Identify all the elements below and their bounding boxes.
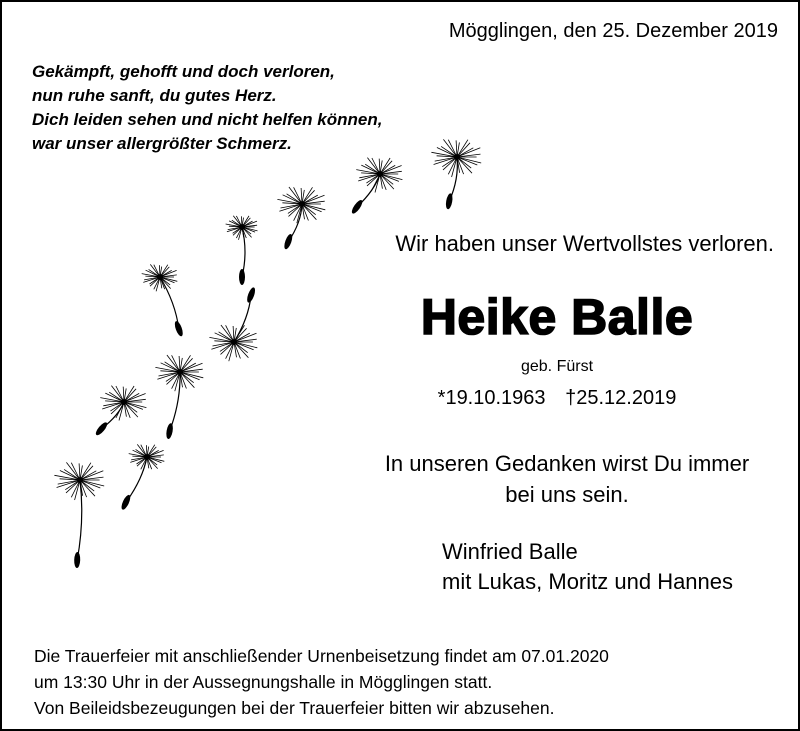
maiden-name: geb. Fürst (520, 358, 594, 375)
death-date: †25.12.2019 (565, 387, 677, 409)
poem-line: Gekämpft, gehofft und doch verloren, (32, 62, 335, 81)
dandelion-seed-icon (350, 158, 402, 215)
funeral-notice (34, 643, 609, 721)
mourner-line: Winfried Balle (442, 539, 578, 564)
poem-line: nun ruhe sanft, du gutes Herz. (32, 86, 277, 105)
thought-line: bei uns sein. (505, 482, 629, 507)
headline: Wir haben unser Wertvollstes verloren. (395, 231, 774, 256)
memorial-thought (332, 448, 800, 510)
birth-date: *19.10.1963 (437, 387, 546, 409)
place-and-date: Mögglingen, den 25. Dezember 2019 (448, 20, 778, 42)
mourner-line: mit Lukas, Moritz und Hannes (442, 569, 734, 594)
notice-line: um 13:30 Uhr in der Aussegnungshalle in Mögglingen statt. (34, 672, 493, 692)
notice-line: Von Beileidsbezeugungen bei der Trauerfeier bitten wir abzusehen. (34, 698, 555, 718)
dandelion-seed-icon (54, 462, 104, 568)
dandelion-seed-icon (142, 264, 185, 337)
mourners (442, 537, 733, 597)
thought-line: In unseren Gedanken wirst Du immer (384, 451, 750, 476)
poem-line: war unser allergrößter Schmerz. (32, 134, 292, 153)
dandelion-seed-icon (120, 444, 164, 510)
dandelion-seed-icon (94, 386, 146, 437)
poem-line: Dich leiden sehen und nicht helfen können, (32, 110, 383, 129)
life-dates (372, 387, 742, 410)
notice-line: Die Trauerfeier mit anschließender Urnenbeisetzung findet am 07.01.2020 (34, 646, 609, 666)
dandelion-seed-icon (226, 216, 258, 285)
dandelion-seed-icon (155, 355, 203, 439)
dandelion-seed-icon (431, 139, 481, 209)
dandelion-seed-icon (209, 286, 257, 361)
deceased-name: Heike Balle (420, 289, 694, 345)
dandelion-seed-icon (277, 187, 325, 250)
